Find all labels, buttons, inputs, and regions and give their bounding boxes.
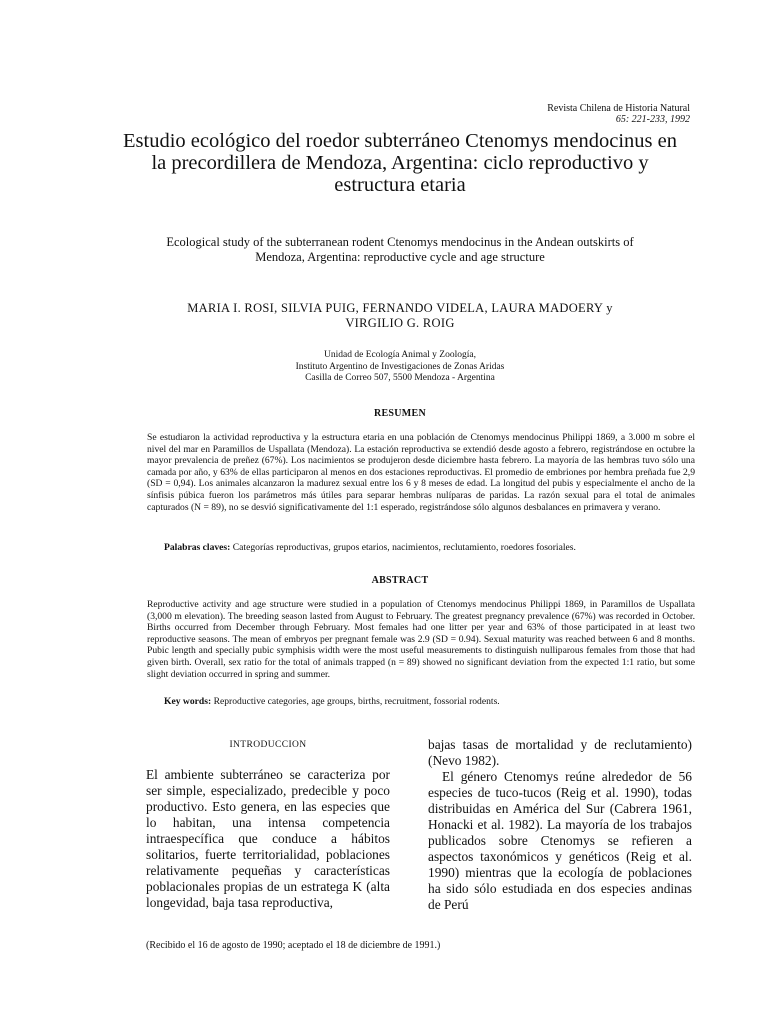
key-words-text: Reproductive categories, age groups, births, recruitment, fossorial rodents.	[213, 696, 500, 707]
intro-right-paragraph-2: El género Ctenomys reúne alrededor de 56 especies de tuco-tucos (Reig et al. 1990), todas distribuidas en América del Sur (Cabrera 1961, Honacki et al. 1982). La mayoría de los trabajos publicados sobre Ctenomys se refieren a aspectos taxonómicos y genéticos (Reig et al. 1990) mientras que la ecología de poblaciones ha sido sólo estudiada en dos especies andinas de Perú	[428, 769, 692, 912]
affiliation	[200, 350, 600, 385]
author-list: MARIA I. ROSI, SILVIA PUIG, FERNANDO VIDELA, LAURA MADOERY y VIRGILIO G. ROIG	[187, 301, 613, 330]
introduccion-heading: INTRODUCCION	[229, 740, 307, 750]
affiliation-line: Casilla de Correo 507, 5500 Mendoza - Argentina	[305, 373, 495, 383]
abstract-heading: ABSTRACT	[371, 575, 429, 586]
key-words-label: Key words:	[164, 696, 212, 707]
affiliation-line: Unidad de Ecología Animal y Zoología,	[324, 350, 476, 360]
resumen-heading: RESUMEN	[373, 408, 427, 419]
resumen-text: Se estudiaron la actividad reproductiva y la estructura etaria en una población de Ctenomys mendocinus Philippi 1869, a 3.000 m sobre el nivel del mar en Paramillos de Uspallata (Mendoza). La estación reproductiva se extendió desde agosto a febrero, registrándose en octubre la mayor prevalencia de preñez (67%). Los nacimientos se produjeron desde diciembre hasta febrero. La mayoría de las hembras tuvo sólo una camada por año, y 63% de ellas participaron al menos en dos estaciones reproductivas. El promedio de embriones por hembra preñada fue 2,9 (SD = 0,94). Los animales alcanzaron la madurez sexual entre los 6 y 8 meses de edad. La longitud del pubis y especialmente el ancho de la sínfisis púbica fueron los parámetros más útiles para separar hembras nulíparas de paridas. La razón sexual para el total de animales capturados (N = 89), no se desvió significativamente del 1:1 esperado, registrándose sólo algunos desbalances en primavera y verano.	[147, 432, 695, 513]
intro-left-column: El ambiente subterráneo se caracteriza por ser simple, especializado, predecible y poco productivo. Esto genera, en las especies que lo habitan, una intensa competencia intraespecífica que conduce a hábitos solitarios, fuerte territorialidad, poblaciones relativamente pequeñas y características poblacionales propias de un estratega K (alta longevidad, baja tasa reproductiva,	[146, 767, 390, 910]
abstract-text: Reproductive activity and age structure were studied in a population of Ctenomys mendocinus Philippi 1869, in Paramillos de Uspallata (3,000 m elevation). The breeding season lasted from August to February. The greatest pregnancy prevalence (67%) was recorded in October. Births occurred from December through February. Most females had one litter per year and 63% of those participated in at least two reproductive seasons. The mean of embryos per pregnant female was 2.9 (SD = 0.94). Sexual maturity was reached between 6 and 8 months. Pubic length and specially pubic symphisis width were the most useful measurements to distinguish nulliparous females from those that had given birth. Overall, sex ratio for the total of animals trapped (n = 89) showed no significant deviation from the expected 1:1 ratio, but some slight deviation occurred in spring and summer.	[147, 599, 695, 680]
palabras-claves-text: Categorías reproductivas, grupos etarios, nacimientos, reclutamiento, roedores fosoriales.	[232, 542, 576, 553]
spanish-title: Estudio ecológico del roedor subterráneo Ctenomys mendocinus en la precordillera de Mendoza, Argentina: ciclo reproductivo y estructura etaria	[123, 130, 677, 196]
journal-volume-pages: 65: 221-233, 1992	[615, 114, 690, 125]
journal-citation	[547, 103, 690, 125]
key-words	[164, 696, 704, 708]
english-title: Ecological study of the subterranean rodent Ctenomys mendocinus in the Andean outskirts of Mendoza, Argentina: reproductive cycle and age structure	[166, 235, 634, 264]
received-footnote: (Recibido el 16 de agosto de 1990; aceptado el 18 de diciembre de 1991.)	[146, 940, 441, 951]
intro-right-column	[428, 737, 692, 913]
intro-right-paragraph-1: bajas tasas de mortalidad y de reclutamiento) (Nevo 1982).	[428, 737, 692, 768]
palabras-claves	[164, 542, 704, 554]
affiliation-line: Instituto Argentino de Investigaciones de Zonas Aridas	[295, 361, 505, 372]
journal-name: Revista Chilena de Historia Natural	[547, 103, 690, 114]
palabras-claves-label: Palabras claves:	[164, 542, 231, 553]
